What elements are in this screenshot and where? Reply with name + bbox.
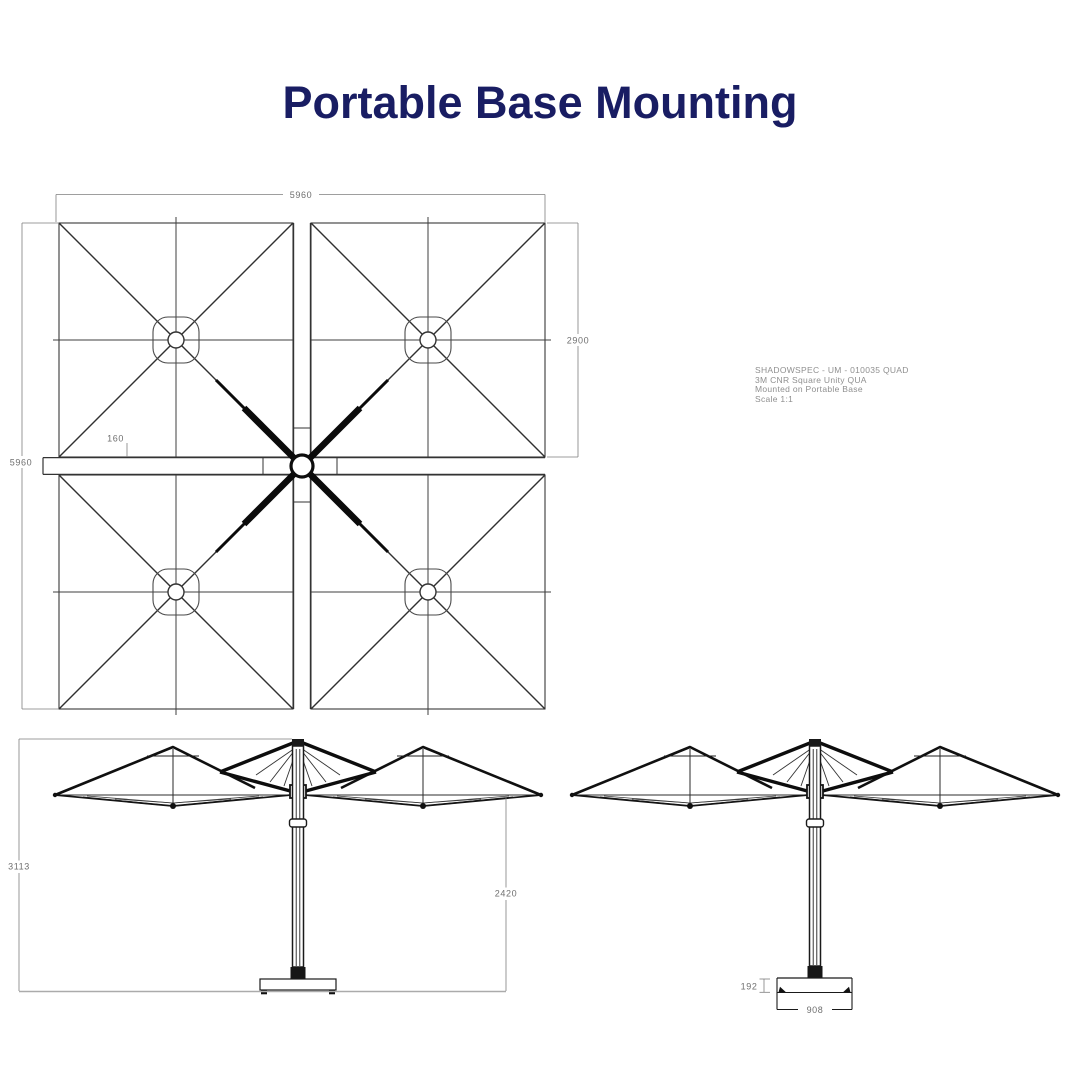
dim-label-gap: 160	[107, 433, 124, 444]
dim-label-total-height: 3113	[8, 861, 30, 872]
dim-label-canopy-size: 2900	[566, 335, 590, 346]
dim-label-base-height: 192	[740, 981, 758, 992]
plan-dim-top-width	[56, 190, 545, 222]
mast	[290, 746, 307, 979]
canopy-hub	[168, 584, 184, 600]
mast-flange	[808, 966, 823, 978]
annotation-line-model: SHADOWSPEC - UM - 010035 QUAD	[755, 365, 909, 375]
dim-label-plan-width: 5960	[289, 190, 313, 200]
mast-collar	[290, 819, 307, 827]
dim-label-clearance: 2420	[494, 888, 518, 899]
annotation-line-product: 3M CNR Square Unity QUA	[755, 374, 867, 385]
plan-dim-gap	[107, 434, 127, 458]
page-title: Portable Base Mounting	[282, 77, 798, 128]
mast-flange	[291, 967, 306, 979]
elevation-left	[3, 739, 543, 994]
dim-label-base-width: 908	[806, 1005, 824, 1015]
canopy-hub	[420, 584, 436, 600]
mast	[807, 746, 824, 978]
base-dim-height	[741, 979, 770, 992]
plan-view	[4, 190, 589, 715]
center-pole-hub	[291, 455, 313, 477]
dim-arrow	[779, 987, 787, 993]
annotation-line-mounting: Mounted on Portable Base	[755, 384, 863, 394]
elevation-right	[570, 739, 1060, 1015]
plan-dim-right-canopy	[547, 223, 589, 457]
elev-dim-clearance	[490, 795, 523, 991]
dim-arrow	[843, 987, 851, 993]
base-dim-width	[807, 1005, 824, 1015]
plan-dim-left-height	[4, 223, 59, 709]
annotation-line-scale: Scale 1:1	[755, 393, 794, 404]
elev-dim-total-height	[3, 739, 292, 991]
canopy-hub	[168, 332, 184, 348]
dim-label-plan-height: 5960	[9, 457, 33, 468]
canopy-hub	[420, 332, 436, 348]
mast-collar	[807, 819, 824, 827]
